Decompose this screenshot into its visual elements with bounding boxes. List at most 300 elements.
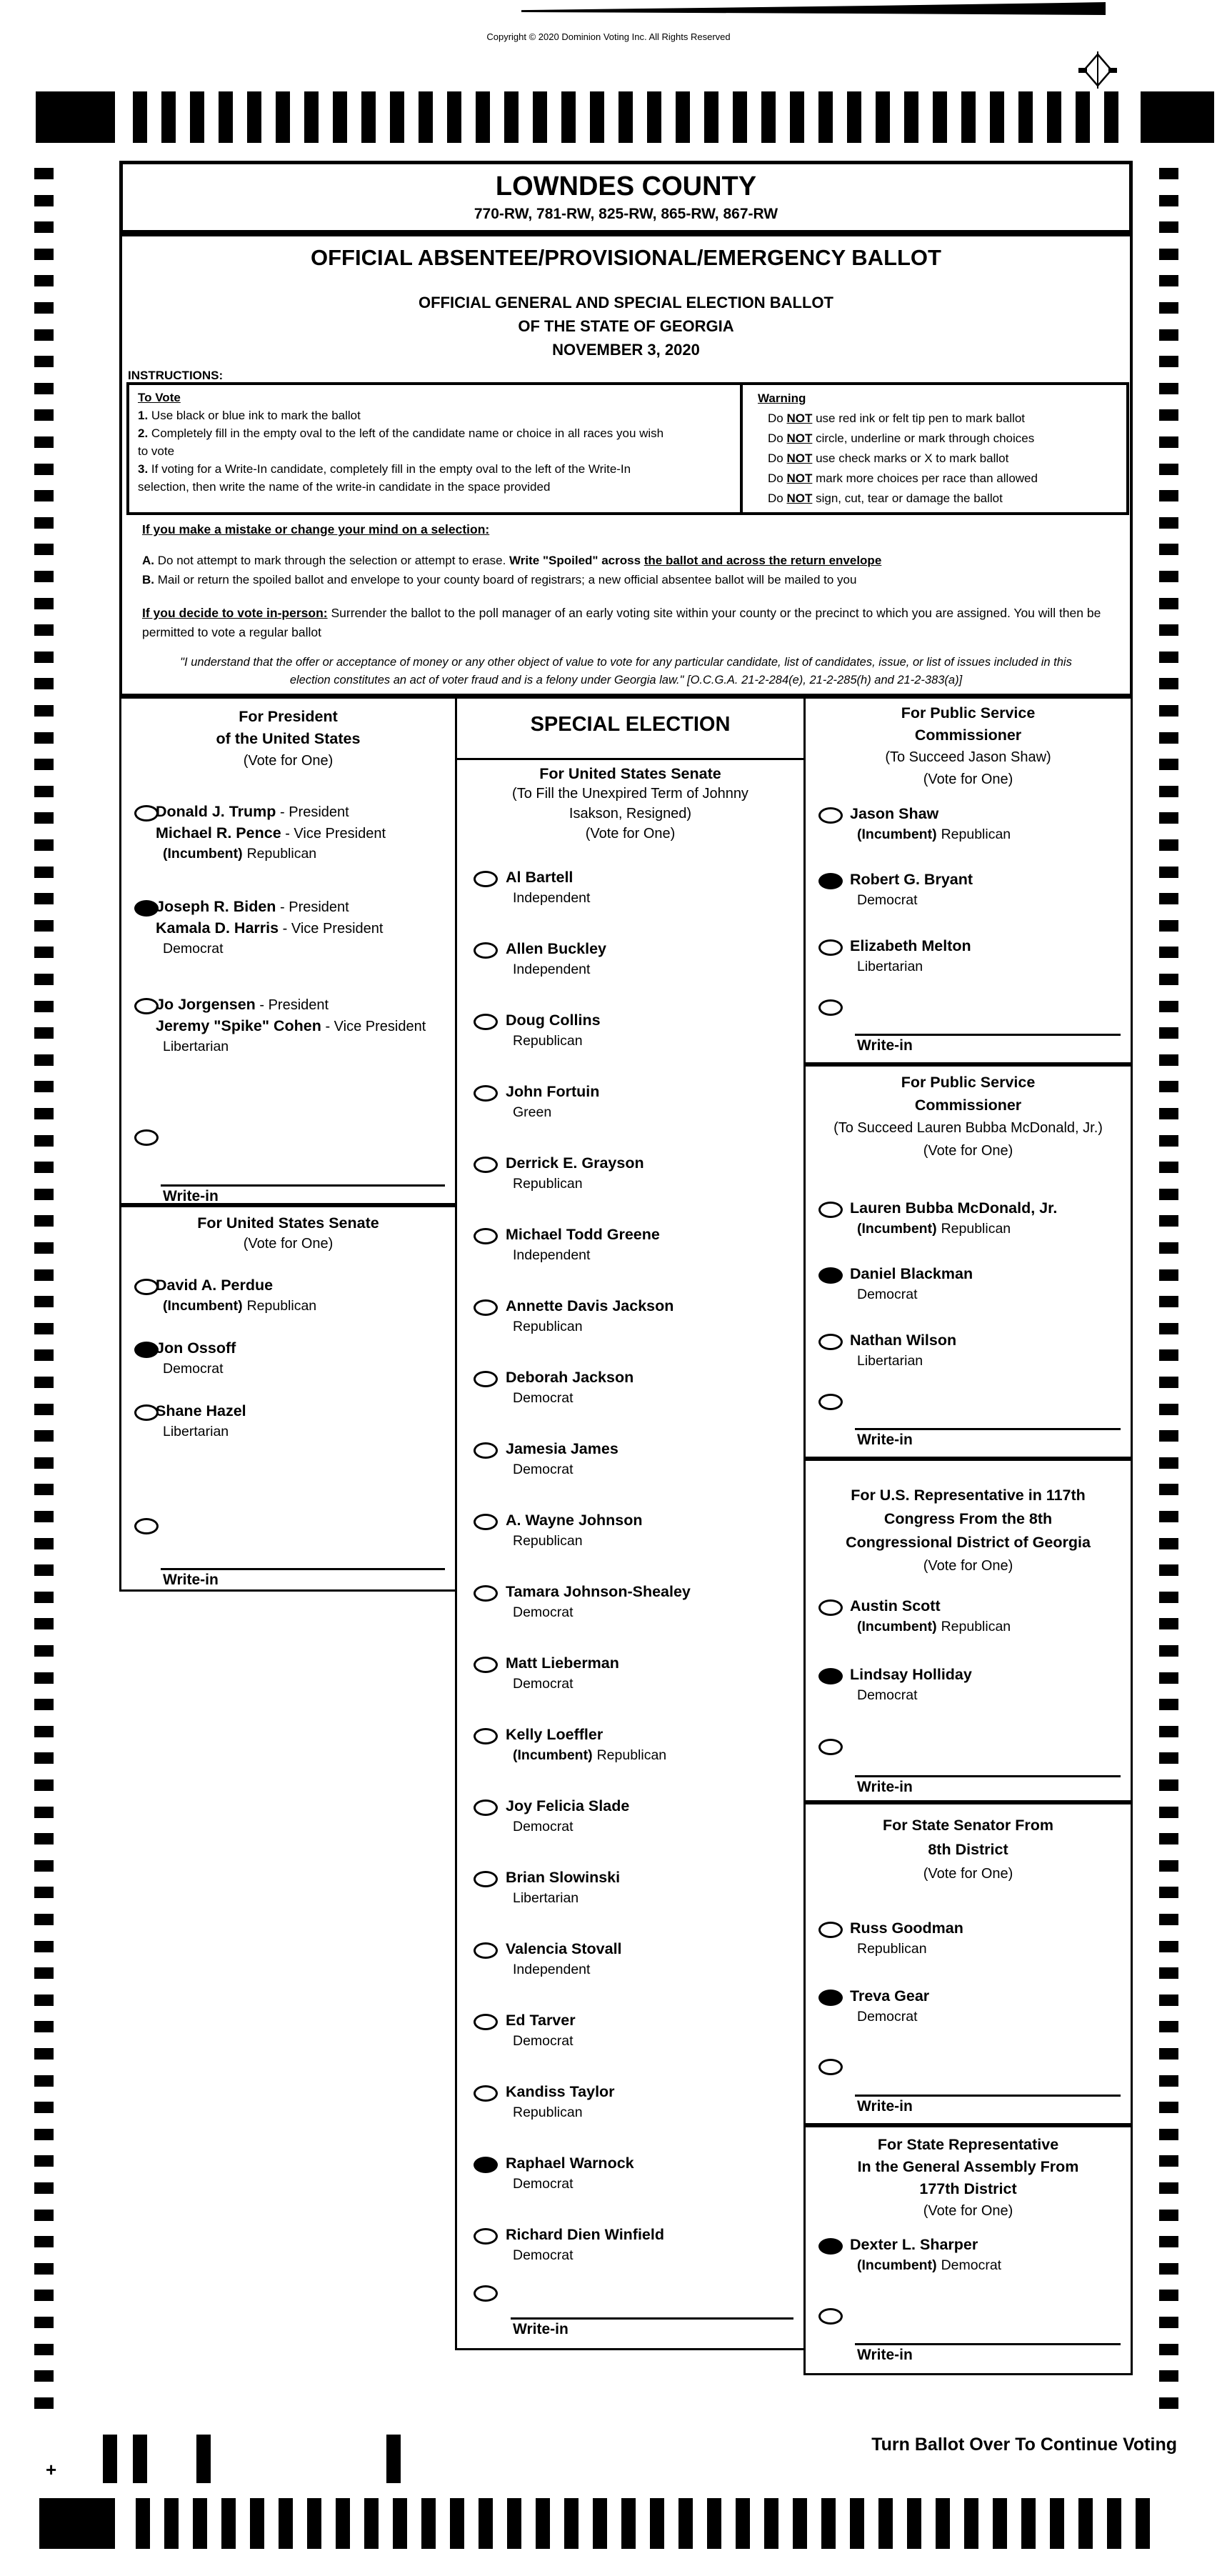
incumbent-label: (Incumbent): [857, 1221, 937, 1237]
edge-mark-right: [1159, 221, 1178, 233]
edge-mark-right: [1159, 920, 1178, 932]
candidate-name: [506, 1013, 601, 1029]
contest-subtitle: (Vote for One): [585, 826, 676, 842]
contest-us-senate-special-box: [455, 697, 806, 2350]
oval-us-senate-special-11[interactable]: [474, 1657, 498, 1673]
oval-us-rep-8-0[interactable]: [818, 1599, 843, 1616]
edge-mark-right: [1159, 2210, 1178, 2221]
candidate-name-text: Valencia Stovall: [506, 1940, 622, 1957]
edge-mark-left: [34, 329, 54, 341]
edge-mark-right: [1159, 1484, 1178, 1495]
in-person-heading: If you decide to vote in-person:: [142, 606, 328, 620]
candidate-name: [506, 942, 606, 957]
timing-bar: [818, 91, 833, 143]
edge-mark-left: [34, 517, 54, 529]
candidate-name-text: Kelly Loeffler: [506, 1726, 604, 1743]
candidate-name: [506, 1084, 599, 1100]
county-box: [119, 161, 1133, 234]
oval-us-senate-special-15[interactable]: [474, 1942, 498, 1959]
edge-mark-left: [34, 1242, 54, 1254]
candidate-name-text: Austin Scott: [850, 1597, 941, 1614]
edge-mark-right: [1159, 1162, 1178, 1173]
timing-bar: [161, 91, 176, 143]
timing-bar: [904, 91, 918, 143]
oval-state-rep-177-write-in[interactable]: [818, 2308, 843, 2325]
candidate-name: [506, 1584, 691, 1600]
warning-do: Do: [768, 431, 783, 445]
edge-mark-right: [1159, 598, 1178, 609]
edge-mark-left: [34, 1215, 54, 1227]
oval-president-2[interactable]: [134, 998, 159, 1014]
oath-line-1: "I understand that the offer or acceptance of money or any other object of value to vote for any particular candidate, list of candidates, issue, or list of issues included in this: [180, 656, 1072, 669]
party-name: Democrat: [513, 2247, 574, 2263]
oval-us-senate-special-1[interactable]: [474, 942, 498, 959]
oval-us-senate-special-4[interactable]: [474, 1157, 498, 1173]
edge-mark-left: [34, 598, 54, 609]
contest-title: Congress From the 8th: [883, 1510, 1053, 1527]
party-name: Republican: [596, 1747, 667, 1763]
oval-us-senate-special-2[interactable]: [474, 1014, 498, 1030]
write-in-line[interactable]: [855, 1775, 1121, 1777]
oval-us-senate-special-16[interactable]: [474, 2014, 498, 2030]
incumbent-label: (Incumbent): [513, 1747, 593, 1763]
party-name: Green: [513, 1104, 552, 1120]
edge-mark-right: [1159, 893, 1178, 904]
candidate-name-text: David A. Perdue: [156, 1277, 274, 1294]
oval-us-senate-special-18-filled[interactable]: [474, 2157, 498, 2173]
candidate-name: [506, 1370, 633, 1386]
candidate-party: [513, 1534, 583, 1549]
party-name: Democrat: [513, 1819, 574, 1834]
contest-title: For United States Senate: [197, 1214, 379, 1232]
timing-bar: [678, 2498, 693, 2549]
edge-mark-right: [1159, 2290, 1178, 2301]
to-vote-item: [138, 424, 670, 460]
edge-mark-left: [34, 1833, 54, 1844]
candidate-name-text: Joy Felicia Slade: [506, 1797, 630, 1814]
edge-mark-right: [1159, 705, 1178, 717]
candidate-name-text: Treva Gear: [850, 1987, 930, 2005]
candidate-name-text: Al Bartell: [506, 869, 574, 886]
oval-president-0[interactable]: [134, 805, 159, 822]
write-in-line[interactable]: [855, 2095, 1121, 2097]
timing-bar: [990, 91, 1004, 143]
timing-bar: [647, 91, 661, 143]
edge-mark-left: [34, 409, 54, 421]
oval-psc-mcdonald-2[interactable]: [818, 1334, 843, 1350]
oval-us-senate-special-3[interactable]: [474, 1085, 498, 1102]
edge-mark-right: [1159, 1645, 1178, 1657]
timing-bar: [536, 2498, 550, 2549]
contest-title: For President: [239, 708, 338, 725]
party-name: Democrat: [513, 1390, 574, 1406]
edge-mark-left: [34, 2129, 54, 2140]
edge-mark-right: [1159, 2102, 1178, 2113]
timing-bar: [364, 2498, 379, 2549]
edge-mark-right: [1159, 1564, 1178, 1576]
edge-mark-right: [1159, 1242, 1178, 1254]
party-name: Democrat: [163, 1361, 224, 1377]
edge-mark-right: [1159, 786, 1178, 797]
stub-number: 51: [391, 2446, 400, 2455]
candidate-party: [513, 1606, 574, 1620]
oval-state-rep-177-0-filled[interactable]: [818, 2238, 843, 2255]
candidate-name: [850, 1989, 929, 2005]
oval-us-senate-special-12[interactable]: [474, 1728, 498, 1744]
oval-psc-shaw-0[interactable]: [818, 807, 843, 824]
edge-mark-left: [34, 974, 54, 985]
timing-block: [1141, 91, 1214, 143]
warning-item: [768, 489, 1122, 509]
edge-mark-left: [34, 2397, 54, 2409]
write-in-label: Write-in: [857, 1432, 913, 1448]
edge-mark-right: [1159, 1967, 1178, 1979]
timing-bar: [276, 91, 290, 143]
candidate-party: [513, 1177, 583, 1192]
contest-title: 177th District: [919, 2180, 1017, 2197]
to-vote-item-text: If voting for a Write-In candidate, completely fill in the empty oval to the left of the Write-In selection, then write the name of the write-in candidate in the space provided: [138, 462, 631, 494]
candidate-name: [506, 2085, 615, 2100]
contest-state-rep-177-box: [803, 2125, 1133, 2375]
contest-subtitle: Isakson, Resigned): [569, 806, 692, 822]
edge-mark-left: [34, 920, 54, 932]
plus-mark: +: [46, 2459, 57, 2480]
candidate-name: [506, 1870, 620, 1886]
timing-bar: [790, 91, 804, 143]
to-vote-item: [138, 460, 670, 496]
edge-mark-right: [1159, 1296, 1178, 1307]
write-in-line[interactable]: [511, 2317, 793, 2320]
timing-bar: [593, 2498, 607, 2549]
edge-mark-left: [34, 168, 54, 179]
edge-mark-right: [1159, 624, 1178, 636]
edge-mark-right: [1159, 1887, 1178, 1898]
party-name: Libertarian: [163, 1039, 229, 1054]
edge-mark-left: [34, 1349, 54, 1361]
contest-title: For United States Senate: [539, 765, 721, 782]
candidate-party: [513, 1034, 583, 1049]
edge-mark-left: [34, 1377, 54, 1388]
timing-bar: [390, 91, 404, 143]
edge-mark-right: [1159, 356, 1178, 367]
candidate-name: [850, 872, 973, 888]
candidate-party: [857, 1620, 1011, 1634]
candidate-name-text: Daniel Blackman: [850, 1265, 973, 1282]
edge-mark-right: [1159, 2370, 1178, 2382]
oval-psc-mcdonald-1-filled[interactable]: [818, 1267, 843, 1284]
timing-bar: [336, 2498, 350, 2549]
edge-mark-right: [1159, 1323, 1178, 1334]
edge-mark-left: [34, 652, 54, 663]
edge-mark-left: [34, 812, 54, 824]
timing-bar: [136, 2498, 150, 2549]
write-in-line[interactable]: [161, 1568, 445, 1570]
instructions-box: [126, 382, 1129, 515]
timing-bar: [564, 2498, 579, 2549]
contest-title: For Public Service: [901, 1074, 1036, 1091]
oval-psc-shaw-2[interactable]: [818, 939, 843, 956]
oval-us-senate-special-10[interactable]: [474, 1585, 498, 1602]
candidate-name-text: Deborah Jackson: [506, 1369, 634, 1386]
oval-us-senate-special-7[interactable]: [474, 1371, 498, 1387]
edge-mark-right: [1159, 1807, 1178, 1818]
edge-mark-right: [1159, 2397, 1178, 2409]
edge-mark-right: [1159, 517, 1178, 529]
edge-mark-right: [1159, 732, 1178, 744]
edge-mark-left: [34, 1564, 54, 1576]
candidate-name-text: Lindsay Holliday: [850, 1666, 972, 1683]
candidate-party: [513, 2249, 574, 2263]
candidate-name-text: Dexter L. Sharper: [850, 2236, 978, 2253]
oval-us-senate-special-13[interactable]: [474, 1799, 498, 1816]
candidate-name-text: Brian Slowinski: [506, 1869, 621, 1886]
party-name: Republican: [857, 1941, 927, 1957]
edge-mark-right: [1159, 1135, 1178, 1147]
timing-bar: [733, 91, 747, 143]
oval-us-senate-special-19[interactable]: [474, 2228, 498, 2245]
edge-mark-right: [1159, 490, 1178, 501]
oval-us-senate-special-write-in[interactable]: [474, 2285, 498, 2302]
candidate-name: [156, 1341, 236, 1357]
party-name: Libertarian: [163, 1424, 229, 1439]
candidate-name: [850, 1921, 963, 1937]
timing-block: [36, 91, 115, 143]
candidate-name-text: Kandiss Taylor: [506, 2083, 615, 2100]
mistake-item-a: [142, 551, 1121, 570]
timing-bar: [250, 2498, 264, 2549]
candidate-name-text: Jason Shaw: [850, 805, 939, 822]
contest-subtitle: (Vote for One): [923, 1143, 1013, 1159]
edge-mark-right: [1159, 1914, 1178, 1925]
write-in-label: Write-in: [857, 2098, 913, 2115]
candidate-party: [513, 1392, 574, 1406]
edge-mark-left: [34, 1027, 54, 1039]
registration-mark: [1078, 50, 1117, 90]
candidate-party: [857, 2259, 1001, 2273]
timing-bar: [1136, 2498, 1150, 2549]
candidate-name: [850, 1599, 941, 1614]
running-mate-office-suffix: - Vice President: [279, 921, 384, 937]
timing-bar: [304, 91, 319, 143]
oval-president-1-filled[interactable]: [134, 900, 159, 917]
edge-mark-right: [1159, 2155, 1178, 2167]
write-in-label: Write-in: [857, 1779, 913, 1795]
timing-bar: [764, 2498, 778, 2549]
oval-state-senator-8-write-in[interactable]: [818, 2059, 843, 2075]
edge-mark-left: [34, 786, 54, 797]
party-name: Libertarian: [857, 959, 923, 974]
edge-mark-right: [1159, 1726, 1178, 1737]
candidate-name-text: Richard Dien Winfield: [506, 2226, 664, 2243]
write-in-line[interactable]: [855, 2343, 1121, 2345]
edge-mark-left: [34, 544, 54, 555]
candidate-party: [163, 1299, 316, 1314]
edge-mark-right: [1159, 2182, 1178, 2194]
edge-mark-left: [34, 275, 54, 286]
timing-bar: [936, 2498, 950, 2549]
edge-mark-left: [34, 1699, 54, 1710]
timing-bar: [1076, 91, 1090, 143]
oval-us-senate-special-14[interactable]: [474, 1871, 498, 1887]
candidate-party: [513, 2035, 574, 2049]
contest-title: In the General Assembly From: [857, 2158, 1079, 2175]
edge-mark-left: [34, 302, 54, 314]
timing-bar: [1018, 91, 1033, 143]
edge-mark-right: [1159, 2236, 1178, 2247]
edge-mark-left: [34, 356, 54, 367]
edge-mark-left: [34, 1779, 54, 1791]
oval-psc-mcdonald-0[interactable]: [818, 1202, 843, 1218]
contest-subtitle: (To Succeed Jason Shaw): [885, 749, 1051, 765]
candidate-name: [156, 1278, 273, 1294]
edge-mark-right: [1159, 409, 1178, 421]
oval-state-senator-8-1-filled[interactable]: [818, 1990, 843, 2006]
oval-us-senate-special-0[interactable]: [474, 871, 498, 887]
oval-us-senate-1-filled[interactable]: [134, 1342, 159, 1358]
edge-mark-left: [34, 624, 54, 636]
timing-bar: [561, 91, 576, 143]
candidate-name-text: Ed Tarver: [506, 2012, 576, 2029]
to-vote-cell: [138, 389, 670, 496]
candidate-party: [513, 2177, 574, 2192]
party-name: Republican: [941, 1619, 1011, 1634]
candidate-name-text: Jon Ossoff: [156, 1339, 236, 1357]
write-in-line[interactable]: [161, 1184, 445, 1187]
edge-mark-right: [1159, 275, 1178, 286]
timing-bar: [1050, 2498, 1064, 2549]
candidate-party: [513, 1463, 574, 1477]
candidate-name: [506, 1656, 619, 1672]
warning-item-text: sign, cut, tear or damage the ballot: [816, 491, 1003, 505]
timing-bar: [193, 2498, 207, 2549]
oval-us-senate-2[interactable]: [134, 1404, 159, 1421]
edge-mark-left: [34, 1967, 54, 1979]
timing-bar: [907, 2498, 921, 2549]
contest-state-senator-8-box: [803, 1802, 1133, 2125]
contest-title: Congressional District of Georgia: [846, 1534, 1091, 1551]
oval-psc-mcdonald-write-in[interactable]: [818, 1394, 843, 1410]
edge-mark-right: [1159, 1779, 1178, 1791]
edge-mark-left: [34, 759, 54, 770]
candidate-name: [850, 1667, 972, 1683]
edge-mark-left: [34, 195, 54, 206]
oval-psc-shaw-1-filled[interactable]: [818, 873, 843, 889]
party-name: Democrat: [857, 892, 918, 908]
warning-item-text: mark more choices per race than allowed: [816, 471, 1038, 485]
candidate-name-text: Lauren Bubba McDonald, Jr.: [850, 1199, 1058, 1217]
edge-mark-left: [34, 839, 54, 851]
timing-bar: [847, 91, 861, 143]
edge-mark-right: [1159, 302, 1178, 314]
warning-not: NOT: [786, 431, 813, 445]
write-in-line[interactable]: [855, 1034, 1121, 1036]
oval-us-senate-special-6[interactable]: [474, 1299, 498, 1316]
candidate-name: [506, 1227, 660, 1243]
to-vote-item-text: Use black or blue ink to mark the ballot: [151, 409, 361, 422]
edge-mark-left: [34, 1752, 54, 1764]
edge-mark-left: [34, 1726, 54, 1737]
oval-us-senate-special-5[interactable]: [474, 1228, 498, 1244]
edge-mark-right: [1159, 2129, 1178, 2140]
edge-mark-right: [1159, 678, 1178, 689]
candidate-name-text: Doug Collins: [506, 1012, 601, 1029]
precinct-list: 770-RW, 781-RW, 825-RW, 865-RW, 867-RW: [474, 206, 778, 222]
running-mate-name-text: Jeremy "Spike" Cohen: [156, 1017, 321, 1034]
candidate-name-text: Tamara Johnson-Shealey: [506, 1583, 691, 1600]
oval-us-senate-special-8[interactable]: [474, 1442, 498, 1459]
candidate-name-text: Shane Hazel: [156, 1402, 246, 1419]
candidate-name: [506, 1513, 643, 1529]
edge-mark-left: [34, 2182, 54, 2194]
warning-item-text: use red ink or felt tip pen to mark ballot: [816, 411, 1026, 425]
oval-us-senate-0[interactable]: [134, 1279, 159, 1295]
candidate-party: [513, 963, 590, 977]
contest-psc-mcdonald-box: [803, 1064, 1133, 1459]
contest-title: For U.S. Representative in 117th: [851, 1487, 1086, 1504]
party-name: Republican: [513, 1319, 583, 1334]
edge-mark-left: [34, 1296, 54, 1307]
edge-mark-left: [34, 1995, 54, 2006]
candidate-name-text: Robert G. Bryant: [850, 871, 973, 888]
header-box: [119, 234, 1133, 697]
candidate-party: [513, 1820, 574, 1834]
edge-mark-right: [1159, 1699, 1178, 1710]
candidate-party: [513, 1892, 579, 1906]
warning-item: [768, 429, 1122, 449]
edge-mark-right: [1159, 839, 1178, 851]
oval-us-senate-write-in[interactable]: [134, 1518, 159, 1534]
timing-bar: [221, 2498, 236, 2549]
contest-subtitle: (Vote for One): [923, 2203, 1013, 2219]
oval-us-rep-8-1-filled[interactable]: [818, 1668, 843, 1684]
timing-bar: [419, 91, 433, 143]
edge-mark-left: [34, 1404, 54, 1415]
timing-bar: [307, 2498, 321, 2549]
candidate-party: [163, 1040, 229, 1054]
oval-state-senator-8-0[interactable]: [818, 1922, 843, 1938]
candidate-party: [513, 1320, 583, 1334]
write-in-label: Write-in: [513, 2321, 569, 2337]
candidate-name: [850, 1333, 956, 1349]
write-in-line[interactable]: [855, 1428, 1121, 1430]
timing-bar: [361, 91, 376, 143]
stub-bar: [103, 2435, 117, 2483]
candidate-party: [163, 847, 316, 862]
oval-us-senate-special-17[interactable]: [474, 2085, 498, 2102]
candidate-name: [156, 899, 349, 915]
warning-cell: [758, 389, 1122, 509]
candidate-name-text: Jo Jorgensen: [156, 996, 256, 1013]
oval-us-senate-special-9[interactable]: [474, 1514, 498, 1530]
edge-mark-left: [34, 436, 54, 448]
edge-mark-left: [34, 2317, 54, 2328]
timing-bar: [1021, 2498, 1036, 2549]
warning-heading: Warning: [758, 391, 806, 405]
candidate-name-text: Annette Davis Jackson: [506, 1297, 674, 1314]
oval-psc-shaw-write-in[interactable]: [818, 999, 843, 1016]
edge-mark-left: [34, 1592, 54, 1603]
edge-mark-right: [1159, 1538, 1178, 1549]
candidate-office-suffix: - President: [276, 899, 349, 915]
party-name: Independent: [513, 890, 591, 906]
contest-subtitle: (Vote for One): [243, 753, 334, 769]
edge-mark-right: [1159, 1027, 1178, 1039]
oval-us-rep-8-write-in[interactable]: [818, 1739, 843, 1755]
contest-subtitle: (Vote for One): [923, 1558, 1013, 1574]
incumbent-label: (Incumbent): [163, 846, 243, 862]
oval-president-write-in[interactable]: [134, 1129, 159, 1146]
contest-subtitle: (To Fill the Unexpired Term of Johnny: [512, 786, 748, 802]
